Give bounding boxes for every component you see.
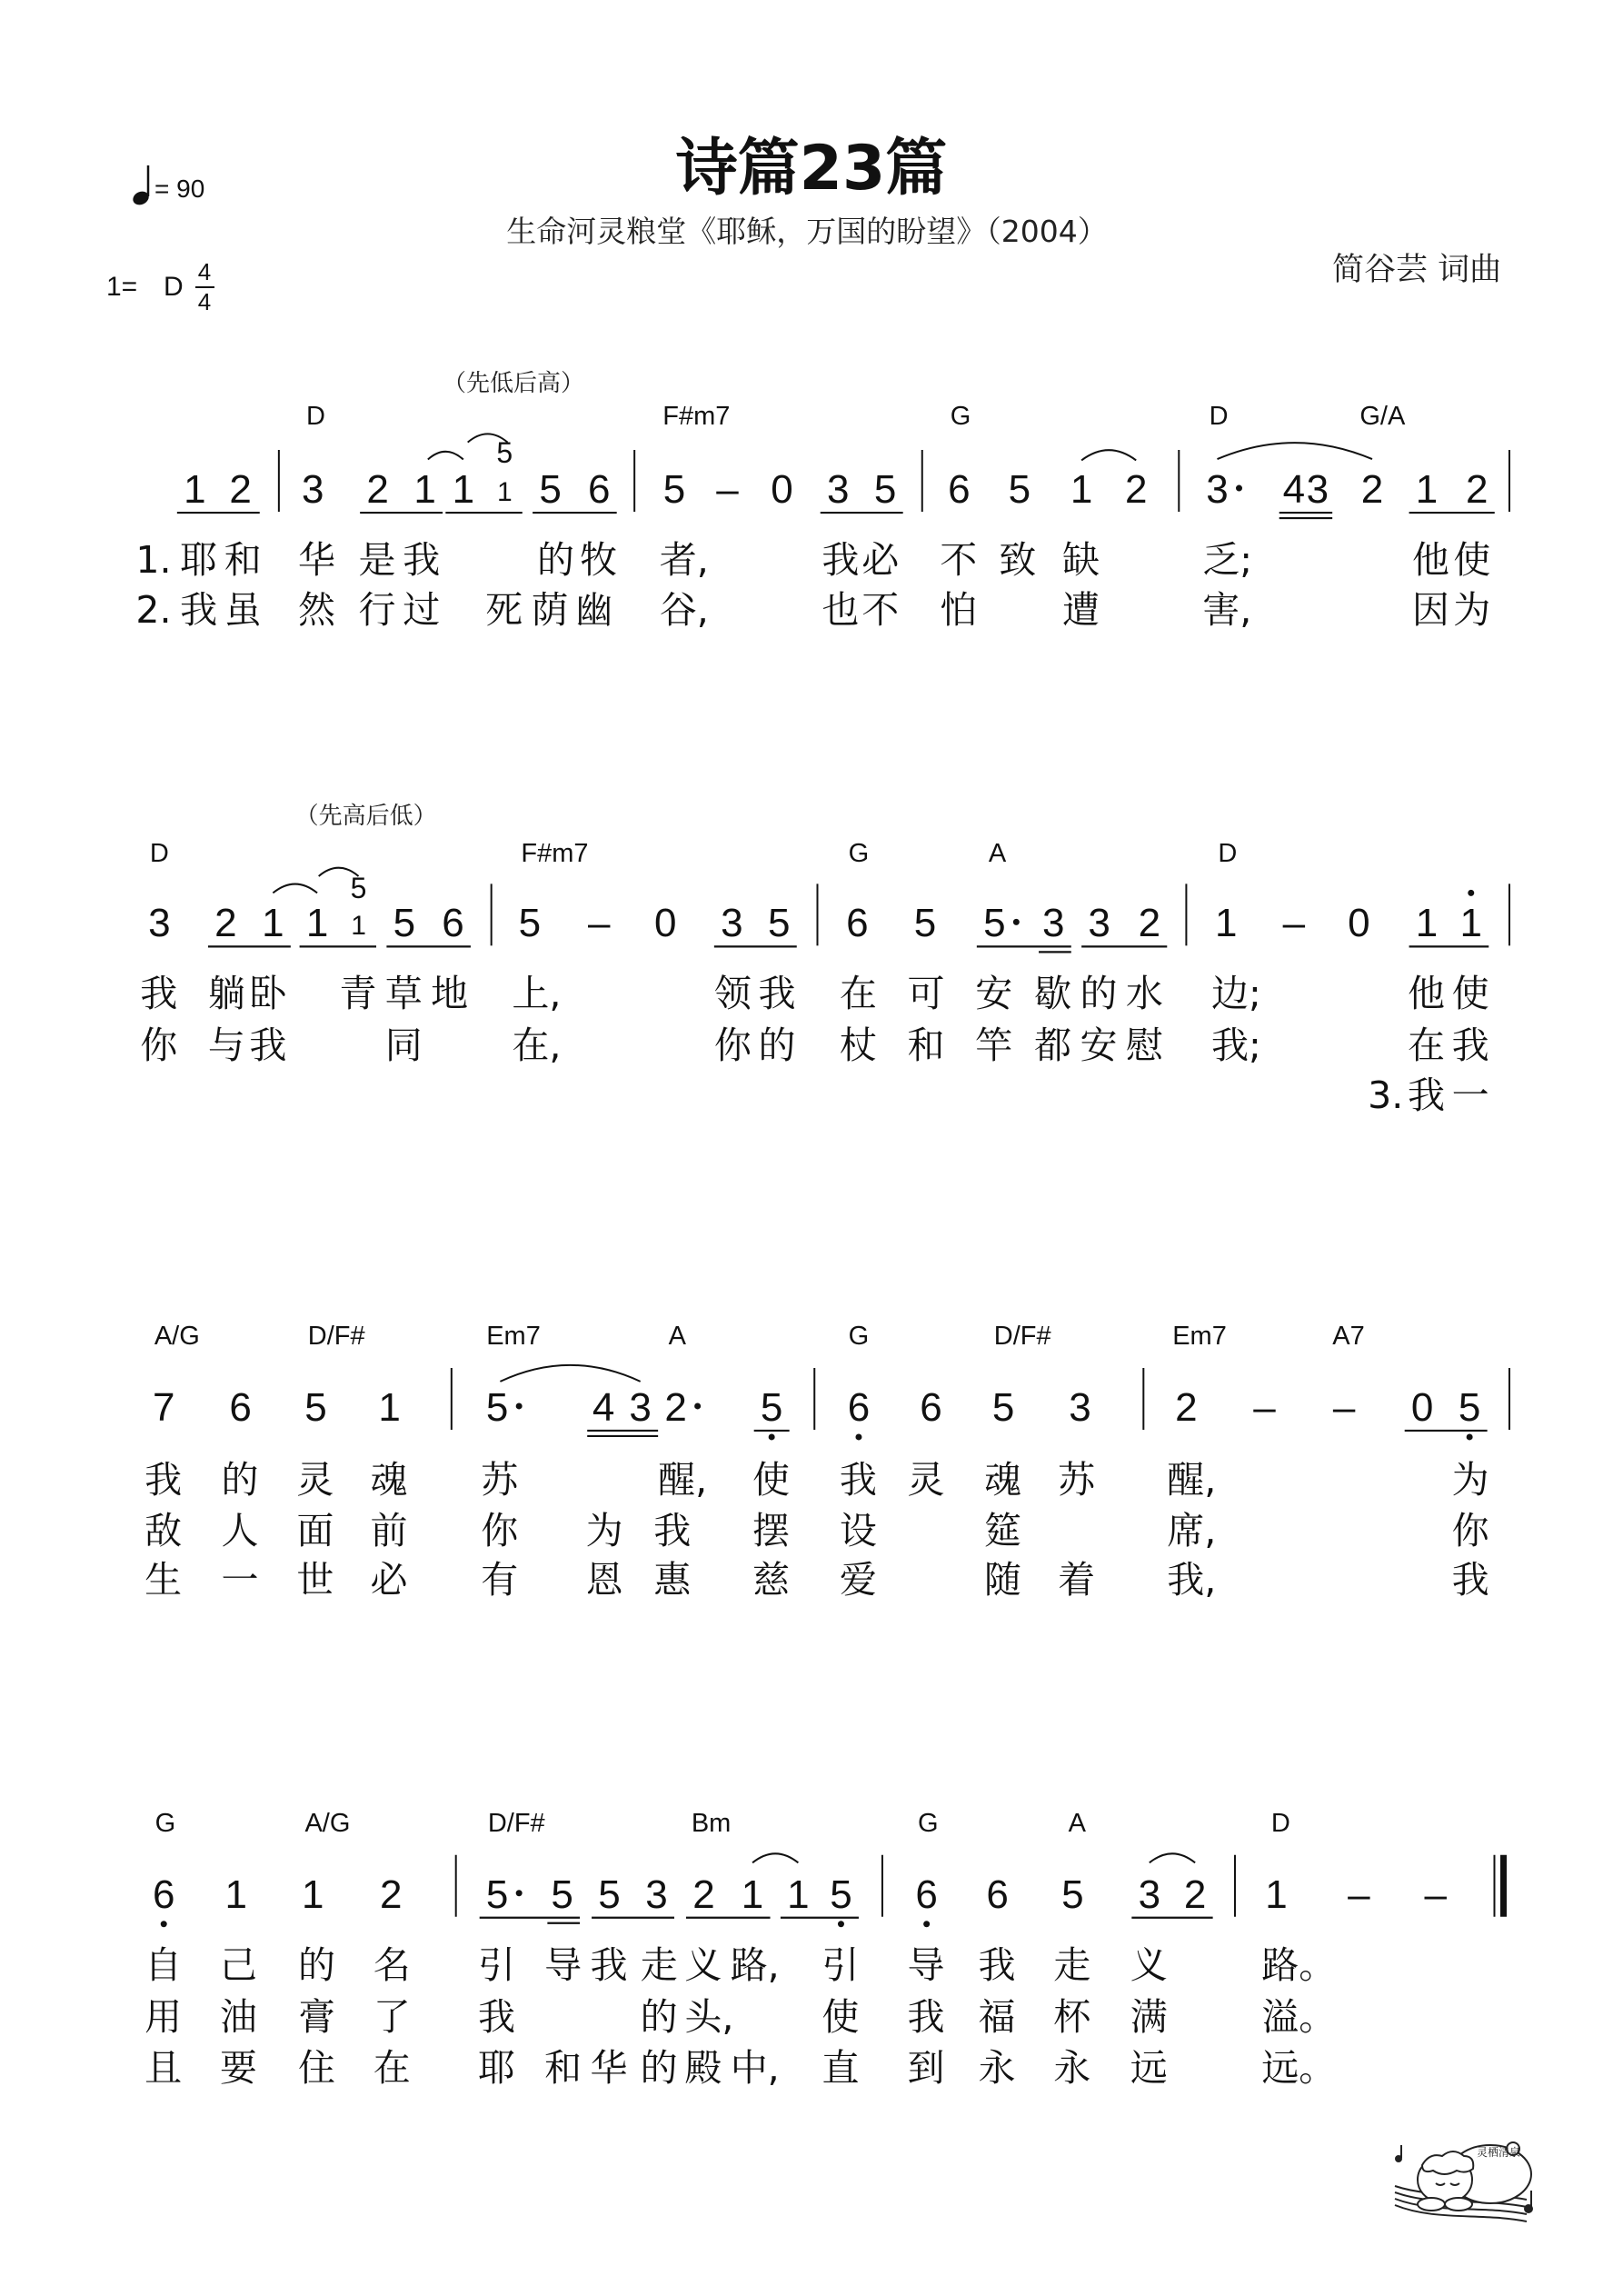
augmentation-dot: [694, 1403, 701, 1409]
lyric-syllable: 领: [713, 972, 752, 1016]
lyric-syllable: 一: [1451, 1073, 1489, 1118]
lyric-syllable: 在,: [512, 1023, 562, 1068]
upper-octave-dot: [1468, 890, 1474, 896]
note: 6: [229, 1384, 252, 1430]
note: 5: [991, 1384, 1015, 1430]
note: 1: [452, 467, 475, 513]
note: 5: [983, 901, 1006, 946]
key-prefix: 1=: [106, 272, 138, 302]
note: 1: [1265, 1872, 1288, 1917]
note: 5: [518, 901, 542, 946]
chord-symbol: Bm: [691, 1808, 732, 1838]
lyric-syllable: 牧: [580, 537, 618, 582]
augmentation-dot: [1013, 919, 1020, 925]
slur-arc: [273, 884, 317, 893]
lyric-syllable: 你: [713, 1023, 752, 1068]
lyric-syllable: 草: [384, 972, 423, 1016]
lyric-syllable: 遭: [1062, 588, 1100, 633]
chord-symbol: G: [848, 839, 870, 869]
note: 0: [1348, 901, 1370, 946]
note: 3: [721, 901, 743, 946]
lyric-syllable: 我: [821, 537, 860, 582]
time-signature-top: 4: [197, 258, 212, 285]
chord-symbol: A/G: [304, 1808, 351, 1838]
note: 5: [1008, 467, 1031, 513]
note: 4: [592, 1384, 615, 1430]
lyric-syllable: 在: [373, 2046, 411, 2091]
lower-octave-dot: [855, 1433, 861, 1440]
chord-symbol: D: [149, 839, 169, 869]
lyric-syllable: 我: [1451, 1023, 1489, 1068]
lyric-syllable: 住: [297, 2046, 335, 2091]
lyric-syllable: 我: [403, 537, 441, 582]
lyric-syllable: 我: [839, 1457, 877, 1502]
lyric-syllable: 使: [752, 1457, 791, 1502]
lyric-syllable: 灵: [907, 1457, 945, 1502]
lyric-syllable: 灵: [296, 1457, 334, 1502]
lyric-syllable: 远。: [1261, 2046, 1337, 2091]
note: 0: [771, 467, 793, 513]
note: 1: [1415, 901, 1439, 946]
lyric-syllable: 名: [373, 1942, 411, 1987]
lyric-syllable: 醒,: [1167, 1457, 1217, 1502]
note: 2: [1124, 467, 1148, 513]
chord-symbol: A/G: [154, 1322, 200, 1351]
lyric-syllable: 头,: [684, 1994, 734, 2039]
lower-octave-dot: [923, 1921, 930, 1927]
lyric-syllable: 苏: [1058, 1457, 1096, 1502]
note: 5: [873, 467, 897, 513]
note: 3: [1069, 1384, 1091, 1430]
note: 2: [692, 1872, 715, 1917]
note: 1: [1459, 901, 1482, 946]
chord-symbol: F#m7: [662, 402, 731, 432]
chord-symbol: A: [668, 1322, 686, 1351]
lyric-syllable: 用: [144, 1994, 183, 2039]
lyric-syllable: 在: [1407, 1023, 1445, 1068]
slur-arc: [1218, 443, 1372, 459]
lyric-syllable: 恩: [585, 1557, 623, 1602]
note: 5: [768, 901, 791, 946]
lyric-syllable: 油: [219, 1994, 257, 2039]
lyric-syllable: 躺: [207, 972, 245, 1016]
lyric-syllable: 面: [296, 1509, 334, 1553]
note: 1: [184, 467, 206, 513]
lyric-syllable: 走: [1053, 1942, 1091, 1987]
lyric-syllable: 必: [861, 537, 900, 582]
note: 1: [1214, 901, 1238, 946]
lyric-syllable: 和: [544, 2046, 582, 2091]
note: 2: [380, 1872, 403, 1917]
lyric-syllable: 的: [297, 1942, 335, 1987]
lyric-syllable: 慈: [752, 1557, 791, 1602]
lyric-syllable: 你: [1451, 1509, 1489, 1553]
lyric-syllable: 卧: [249, 972, 287, 1016]
note: 1: [787, 1872, 810, 1917]
augmentation-dot: [1236, 485, 1242, 492]
lyric-syllable: 1.: [135, 537, 172, 582]
note: 6: [986, 1872, 1009, 1917]
sustain-dash: –: [716, 467, 739, 513]
note: 5: [913, 901, 937, 946]
note: 2: [229, 467, 252, 513]
lyric-syllable: 的: [640, 1994, 678, 2039]
lyric-syllable: 杯: [1053, 1994, 1091, 2039]
lyric-syllable: 2.: [135, 588, 172, 633]
lyric-syllable: 远: [1130, 2046, 1168, 2091]
lyric-syllable: 也: [821, 588, 860, 633]
note: 2: [1183, 1872, 1207, 1917]
lyric-syllable: 为: [585, 1509, 623, 1553]
chord-symbol: G: [950, 402, 971, 432]
note: 3: [826, 467, 850, 513]
note: 3: [1306, 467, 1329, 513]
slur-arc: [428, 452, 463, 460]
lyric-syllable: 因: [1411, 588, 1449, 633]
lyric-syllable: 和: [907, 1023, 945, 1068]
note: 6: [948, 467, 971, 513]
lyric-syllable: 我: [1451, 1557, 1489, 1602]
chord-symbol: Em7: [1172, 1322, 1227, 1351]
lyric-syllable: 自: [144, 1942, 183, 1987]
lyric-syllable: 我: [180, 588, 218, 633]
note: 2: [214, 901, 237, 946]
lyric-syllable: 慰: [1125, 1023, 1163, 1068]
note: 1: [1070, 467, 1093, 513]
lyric-syllable: 与: [207, 1023, 245, 1068]
lyric-syllable: 安: [1080, 1023, 1118, 1068]
lyric-syllable: 使: [1453, 537, 1491, 582]
logo-text: 灵栖清泉: [1477, 2146, 1521, 2159]
lyric-syllable: 苏: [481, 1457, 519, 1502]
chord-symbol: D/F#: [487, 1808, 545, 1838]
lyric-syllable: 随: [983, 1557, 1021, 1602]
lyric-syllable: 要: [219, 2046, 257, 2091]
lyric-syllable: 青: [339, 972, 377, 1016]
note: 3: [1138, 1872, 1161, 1917]
lyric-syllable: 他: [1407, 972, 1445, 1016]
lyric-syllable: 义: [1130, 1942, 1168, 1987]
note: 5: [539, 467, 562, 513]
lyric-syllable: 殿: [684, 2046, 722, 2091]
lyric-syllable: 可: [907, 972, 945, 1016]
lyric-syllable: 导: [544, 1942, 582, 1987]
quarter-note-icon: [131, 165, 151, 207]
lyric-syllable: 人: [221, 1509, 259, 1553]
lyric-syllable: 的: [1080, 972, 1118, 1016]
lyric-syllable: 乏;: [1202, 537, 1253, 582]
lyric-syllable: 永: [1053, 2046, 1091, 2091]
note: 1: [262, 901, 284, 946]
lyric-syllable: 路,: [730, 1942, 780, 1987]
lyric-syllable: 致: [999, 537, 1037, 582]
lyric-syllable: 是: [358, 537, 396, 582]
chord-symbol: G: [154, 1808, 176, 1838]
lyric-syllable: 前: [370, 1509, 408, 1553]
note: 5: [485, 1384, 509, 1430]
sustain-dash: –: [1424, 1872, 1448, 1917]
lyric-syllable: 害,: [1202, 588, 1252, 633]
note: 5: [393, 901, 416, 946]
chord-symbol: A: [1068, 1808, 1086, 1838]
song-title: 诗篇23篇: [675, 133, 948, 205]
lyric-syllable: 了: [373, 1994, 411, 2039]
lyric-syllable: 一: [221, 1557, 259, 1602]
lyric-syllable: 永: [978, 2046, 1016, 2091]
lyric-syllable: 爱: [839, 1557, 877, 1602]
lyric-syllable: 我: [653, 1509, 692, 1553]
tempo-marking: = 90: [154, 175, 205, 203]
lyric-syllable: 溢。: [1261, 1994, 1337, 2039]
lyric-syllable: 使: [1451, 972, 1489, 1016]
lyric-syllable: 我: [590, 1942, 628, 1987]
lyric-syllable: 到: [907, 2046, 945, 2091]
lyric-syllable: 的: [221, 1457, 259, 1502]
augmentation-dot: [516, 1403, 523, 1409]
lyric-syllable: 我: [1407, 1073, 1445, 1118]
lyric-syllable: 都: [1034, 1023, 1072, 1068]
lyric-syllable: 必: [370, 1557, 408, 1602]
note: 3: [629, 1384, 652, 1430]
note: 5: [1458, 1384, 1481, 1430]
lyric-syllable: 死: [485, 588, 523, 633]
chord-symbol: G: [848, 1322, 870, 1351]
lyric-syllable: 我: [978, 1942, 1016, 1987]
note: 2: [366, 467, 389, 513]
note: 5: [760, 1384, 783, 1430]
lyric-syllable: 路。: [1261, 1942, 1337, 1987]
note: 1: [496, 477, 513, 508]
lyric-syllable: 的: [537, 537, 574, 582]
note: 2: [1175, 1384, 1198, 1430]
performance-note: （先高后低）: [294, 802, 437, 830]
note: 3: [148, 901, 171, 946]
note: 6: [915, 1872, 938, 1917]
note: 1: [1415, 467, 1439, 513]
time-signature-bottom: 4: [197, 288, 212, 315]
lyric-syllable: 华: [297, 537, 335, 582]
lyric-syllable: 3.: [1368, 1073, 1404, 1118]
chord-symbol: D: [1209, 402, 1229, 432]
lyric-syllable: 和: [224, 537, 262, 582]
slur-arc: [1081, 450, 1136, 460]
slur-arc: [1150, 1853, 1195, 1862]
lyric-syllable: 为: [1451, 1457, 1489, 1502]
sheep-logo: [1395, 2142, 1532, 2221]
lyric-syllable: 幽: [575, 588, 613, 633]
lyric-syllable: 着: [1058, 1557, 1096, 1602]
lyric-syllable: 竿: [975, 1023, 1013, 1068]
lyric-syllable: 我,: [1167, 1557, 1217, 1602]
note: 5: [830, 1872, 852, 1917]
note: 4: [1282, 467, 1306, 513]
sustain-dash: –: [587, 901, 611, 946]
lyric-syllable: 边;: [1211, 972, 1261, 1016]
lyric-syllable: 且: [144, 2046, 183, 2091]
note: 3: [1042, 901, 1065, 946]
note: 1: [305, 901, 329, 946]
lyric-syllable: 不: [940, 537, 978, 582]
lyric-syllable: 同: [384, 1023, 423, 1068]
note: 0: [654, 901, 677, 946]
lyric-syllable: 摆: [752, 1509, 791, 1553]
note: 3: [645, 1872, 668, 1917]
sustain-dash: –: [1348, 1872, 1370, 1917]
ornament-note: 5: [496, 436, 513, 470]
chord-symbol: A: [988, 839, 1007, 869]
note: 5: [485, 1872, 509, 1917]
note: 6: [920, 1384, 942, 1430]
lyric-syllable: 引: [478, 1942, 516, 1987]
lyric-syllable: 上,: [512, 972, 562, 1016]
lyric-syllable: 虽: [224, 588, 262, 633]
lyric-syllable: 世: [296, 1557, 334, 1602]
sustain-dash: –: [1332, 1384, 1356, 1430]
note: 7: [152, 1384, 175, 1430]
lyric-syllable: 我: [249, 1023, 287, 1068]
lyric-syllable: 筵: [983, 1509, 1021, 1553]
note: 1: [351, 911, 366, 942]
chord-symbol: D: [1270, 1808, 1290, 1838]
note: 3: [301, 467, 324, 513]
slur-arc: [500, 1365, 640, 1382]
lyric-syllable: 生: [144, 1557, 183, 1602]
composer-credit: 简谷芸 词曲: [1332, 252, 1502, 288]
lyric-syllable: 敌: [144, 1509, 183, 1553]
lower-octave-dot: [769, 1433, 775, 1440]
note: 6: [847, 1384, 871, 1430]
lyric-syllable: 你: [140, 1023, 178, 1068]
chord-symbol: G/A: [1359, 402, 1406, 432]
note: 5: [551, 1872, 573, 1917]
chord-symbol: A7: [1332, 1322, 1365, 1351]
lyric-syllable: 过: [403, 588, 441, 633]
lyric-syllable: 己: [219, 1942, 257, 1987]
lyric-syllable: 膏: [297, 1994, 335, 2039]
lyric-syllable: 安: [975, 972, 1013, 1016]
note: 1: [301, 1872, 324, 1917]
lyric-syllable: 魂: [370, 1457, 408, 1502]
lyric-syllable: 满: [1130, 1994, 1168, 2039]
lyric-syllable: 我: [907, 1994, 945, 2039]
key-signature: D: [164, 272, 184, 302]
lyric-syllable: 地: [431, 972, 469, 1016]
lyric-syllable: 行: [358, 588, 396, 633]
lyric-syllable: 歇: [1034, 972, 1072, 1016]
lyric-syllable: 为: [1453, 588, 1491, 633]
lyric-syllable: 惠: [653, 1557, 692, 1602]
sustain-dash: –: [1282, 901, 1306, 946]
lyric-syllable: 我: [144, 1457, 183, 1502]
lyric-syllable: 谷,: [659, 588, 709, 633]
augmentation-dot: [516, 1890, 523, 1896]
slur-arc: [752, 1853, 798, 1862]
lyric-syllable: 怕: [940, 588, 978, 633]
lyric-syllable: 福: [978, 1994, 1016, 2039]
lyric-syllable: 杖: [839, 1023, 877, 1068]
lyric-syllable: 醒,: [658, 1457, 708, 1502]
note: 3: [1088, 901, 1110, 946]
lower-octave-dot: [161, 1921, 167, 1927]
lyric-syllable: 引: [821, 1942, 860, 1987]
lower-octave-dot: [838, 1921, 844, 1927]
note: 6: [587, 467, 611, 513]
chord-symbol: D/F#: [993, 1322, 1051, 1351]
lyric-syllable: 荫: [531, 588, 569, 633]
note: 3: [1206, 467, 1229, 513]
lyric-syllable: 水: [1125, 972, 1163, 1016]
note: 2: [1138, 901, 1161, 946]
lyric-syllable: 你: [481, 1509, 519, 1553]
lyric-syllable: 中,: [730, 2046, 780, 2091]
lyric-syllable: 我: [758, 972, 796, 1016]
lyric-syllable: 的: [640, 2046, 678, 2091]
chord-symbol: F#m7: [521, 839, 589, 869]
note: 2: [1360, 467, 1384, 513]
note: 6: [442, 901, 464, 946]
lyric-syllable: 他: [1411, 537, 1449, 582]
note: 1: [378, 1384, 401, 1430]
lyric-syllable: 设: [839, 1509, 877, 1553]
lyric-syllable: 不: [861, 588, 900, 633]
performance-note: （先低后高）: [443, 370, 585, 398]
lyric-syllable: 走: [640, 1942, 678, 1987]
lyric-syllable: 直: [821, 2046, 860, 2091]
lyric-syllable: 席,: [1167, 1509, 1217, 1553]
note: 5: [598, 1872, 621, 1917]
lower-octave-dot: [1467, 1433, 1473, 1440]
lyric-syllable: 有: [481, 1557, 519, 1602]
lyric-syllable: 我: [140, 972, 178, 1016]
lyric-syllable: 使: [821, 1994, 860, 2039]
lyric-syllable: 魂: [983, 1457, 1021, 1502]
chord-symbol: D/F#: [307, 1322, 365, 1351]
lyric-syllable: 耶: [180, 537, 218, 582]
lyric-syllable: 我;: [1211, 1023, 1261, 1068]
chord-symbol: D: [1218, 839, 1238, 869]
note: 2: [1466, 467, 1489, 513]
note: 1: [413, 467, 436, 513]
lyric-syllable: 者,: [659, 537, 709, 582]
note: 5: [662, 467, 686, 513]
lyric-syllable: 然: [297, 588, 335, 633]
sustain-dash: –: [1253, 1384, 1276, 1430]
chord-symbol: G: [917, 1808, 939, 1838]
lyric-syllable: 在: [839, 972, 877, 1016]
lyric-syllable: 的: [758, 1023, 796, 1068]
lyric-syllable: 我: [478, 1994, 516, 2039]
lyric-syllable: 耶: [478, 2046, 516, 2091]
note: 6: [846, 901, 869, 946]
note: 0: [1410, 1384, 1434, 1430]
note: 5: [1061, 1872, 1084, 1917]
note: 1: [224, 1872, 248, 1917]
lyric-syllable: 义: [684, 1942, 722, 1987]
lyric-syllable: 缺: [1062, 537, 1100, 582]
note: 6: [152, 1872, 175, 1917]
note: 2: [664, 1384, 687, 1430]
chord-symbol: D: [305, 402, 325, 432]
lyric-syllable: 导: [907, 1942, 945, 1987]
note: 1: [741, 1872, 764, 1917]
note: 5: [304, 1384, 327, 1430]
song-source: 生命河灵粮堂《耶稣，万国的盼望》（2004）: [506, 214, 1108, 249]
chord-symbol: Em7: [486, 1322, 541, 1351]
ornament-note: 5: [350, 872, 367, 905]
lyric-syllable: 华: [590, 2046, 628, 2091]
